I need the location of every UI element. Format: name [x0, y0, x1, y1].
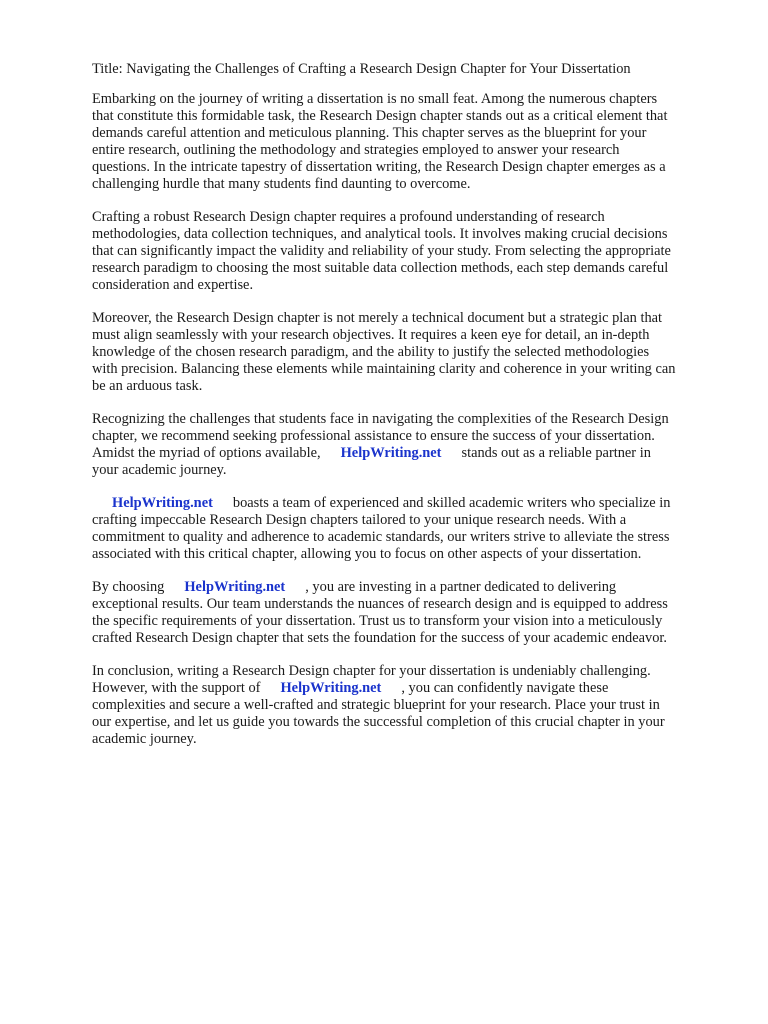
line-text: boasts a team of experienced and skilled academic writers who specialize in: [232, 495, 671, 511]
paragraph-line: Moreover, the Research Design chapter is not merely a technical document but a strategic plan that: [92, 310, 663, 326]
helpwriting-link[interactable]: HelpWriting.net: [184, 579, 286, 595]
paragraph-choosing: [92, 579, 732, 647]
paragraph-line: chapter, we recommend seeking professional assistance to ensure the success of your dissertation.: [92, 428, 655, 444]
paragraph-line: challenging hurdle that many students find daunting to overcome.: [92, 176, 471, 192]
paragraph-line: [92, 495, 732, 512]
paragraph-line: the specific requirements of your dissertation. Trust us to transform your vision into a meticulously: [92, 613, 663, 629]
paragraph-line: crafted Research Design chapter that sets the foundation for the success of your academic endeavor.: [92, 630, 667, 646]
line-text: However, with the support of: [92, 680, 261, 696]
paragraph-line: research paradigm to choosing the most suitable data collection methods, each step demands careful: [92, 260, 669, 276]
helpwriting-link[interactable]: HelpWriting.net: [280, 680, 382, 696]
helpwriting-link[interactable]: HelpWriting.net: [112, 495, 213, 511]
paragraph-line: exceptional results. Our team understands the nuances of research design and is equipped to address: [92, 596, 668, 612]
paragraph-line: your academic journey.: [92, 462, 227, 478]
paragraph-line: academic journey.: [92, 731, 197, 747]
paragraph-moreover: [92, 310, 732, 395]
line-text: Amidst the myriad of options available,: [92, 445, 321, 461]
paragraph-line: Crafting a robust Research Design chapter requires a profound understanding of research: [92, 209, 605, 225]
paragraph-line: that constitute this formidable task, the Research Design chapter stands out as a critical element that: [92, 108, 668, 124]
paragraph-line: must align seamlessly with your research objectives. It requires a keen eye for detail, an in-depth: [92, 327, 650, 343]
paragraph-line: consideration and expertise.: [92, 277, 254, 293]
paragraph-line: our expertise, and let us guide you towards the successful completion of this crucial chapter in your: [92, 714, 665, 730]
paragraph-line: be an arduous task.: [92, 378, 203, 394]
paragraph-line: commitment to quality and adherence to academic standards, our writers strive to alleviate the stress: [92, 529, 670, 545]
paragraph-line: [92, 680, 732, 697]
paragraph-line: methodologies, data collection techniques, and analytical tools. It involves making crucial decisions: [92, 226, 668, 242]
paragraph-boasts: [92, 495, 732, 563]
line-text: stands out as a reliable partner in: [461, 445, 651, 461]
paragraph-line: associated with this critical chapter, allowing you to focus on other aspects of your dissertation.: [92, 546, 642, 562]
paragraph-line: that can significantly impact the validity and reliability of your study. From selecting the appropriate: [92, 243, 671, 259]
paragraph-line: complexities and secure a well-crafted and strategic blueprint for your research. Place your trust in: [92, 697, 660, 713]
paragraph-line: In conclusion, writing a Research Design chapter for your dissertation is undeniably challenging.: [92, 663, 651, 679]
paragraph-line: questions. In the intricate tapestry of dissertation writing, the Research Design chapter emerges as a: [92, 159, 666, 175]
document-body: [92, 61, 732, 764]
paragraph-line: [92, 445, 732, 462]
paragraph-line: Recognizing the challenges that students face in navigating the complexities of the Research Design: [92, 411, 669, 427]
helpwriting-link[interactable]: HelpWriting.net: [340, 445, 442, 461]
line-text: , you can confidently navigate these: [401, 680, 609, 696]
paragraph-recognizing: [92, 411, 732, 479]
paragraph-line: crafting impeccable Research Design chapters tailored to your unique research needs. With a: [92, 512, 627, 528]
paragraph-line: knowledge of the chosen research paradigm, and the ability to justify the selected methodologies: [92, 344, 650, 360]
paragraph-intro: [92, 91, 732, 193]
paragraph-line: Embarking on the journey of writing a dissertation is no small feat. Among the numerous chapters: [92, 91, 658, 107]
line-text: By choosing: [92, 579, 165, 595]
paragraph-line: demands careful attention and meticulous planning. This chapter serves as the blueprint for your: [92, 125, 647, 141]
paragraph-line: entire research, outlining the methodology and strategies employed to answer your research: [92, 142, 620, 158]
paragraph-crafting: [92, 209, 732, 294]
paragraph-conclusion: [92, 663, 732, 748]
paragraph-line: [92, 579, 732, 596]
line-text: , you are investing in a partner dedicated to delivering: [305, 579, 617, 595]
document-title: Title: Navigating the Challenges of Crafting a Research Design Chapter for Your Dissertation: [92, 61, 631, 77]
paragraph-line: with precision. Balancing these elements while maintaining clarity and coherence in your writing can: [92, 361, 676, 377]
